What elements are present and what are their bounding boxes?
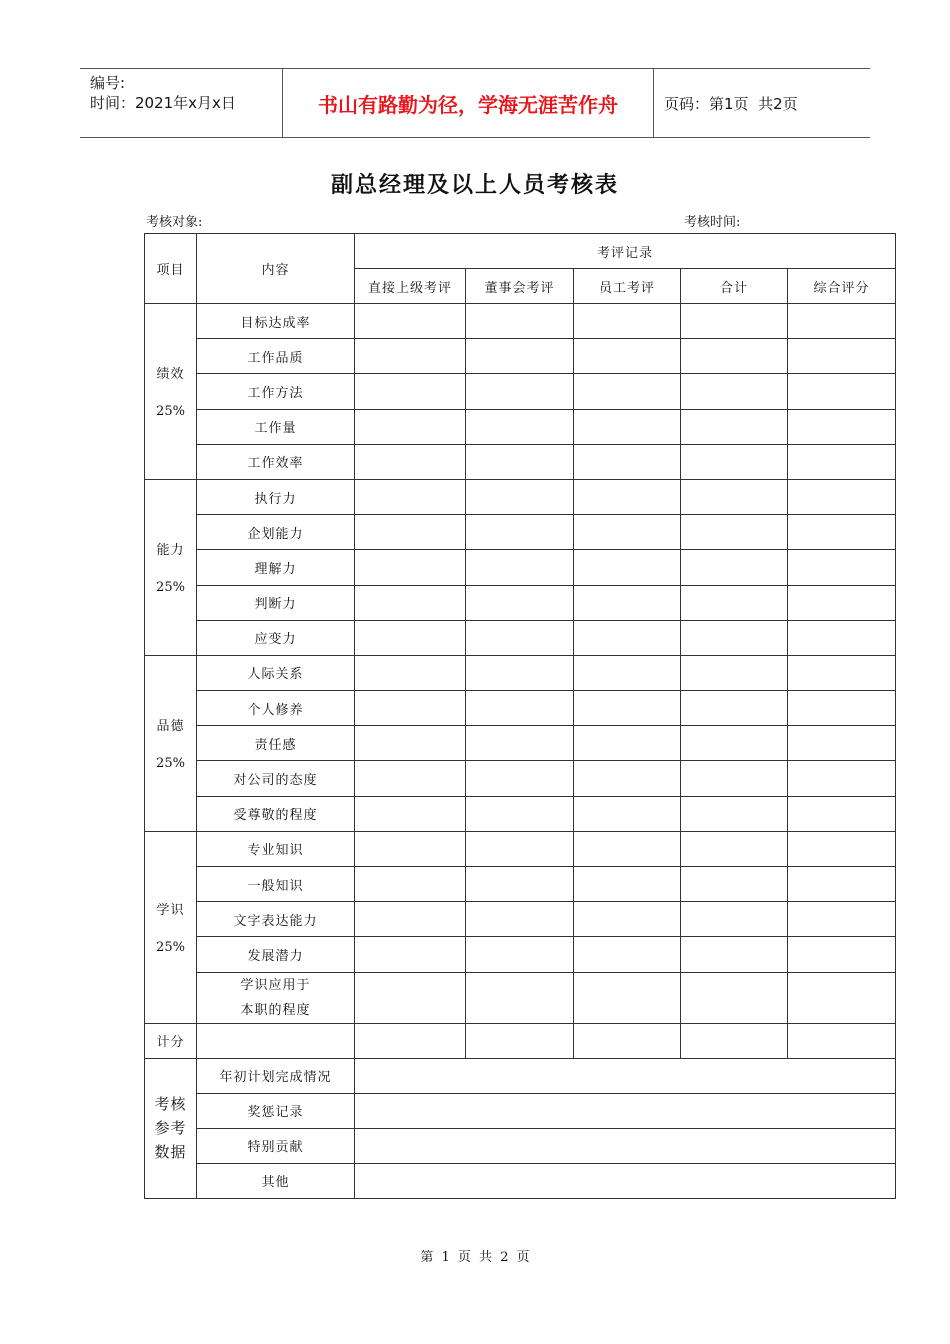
score-cell[interactable] [355,339,466,374]
score-cell[interactable] [466,479,574,514]
score-cell[interactable] [681,515,788,550]
score-cell[interactable] [466,655,574,690]
score-cell[interactable] [788,550,896,585]
score-cell[interactable] [681,444,788,479]
score-cell[interactable] [681,409,788,444]
col-header-content: 内容 [197,234,355,304]
item-label: 工作品质 [197,339,355,374]
score-cell[interactable] [355,972,466,1023]
item-label: 发展潜力 [197,937,355,972]
score-cell[interactable] [466,726,574,761]
score-cell[interactable] [788,585,896,620]
reference-value-cell[interactable] [355,1093,896,1128]
score-cell[interactable] [355,374,466,409]
item-label: 一般知识 [197,867,355,902]
score-cell[interactable] [681,902,788,937]
reference-row [145,1163,896,1198]
reference-label [145,1058,197,1198]
score-cell[interactable] [574,444,681,479]
score-cell[interactable] [681,726,788,761]
score-cell[interactable] [466,585,574,620]
item-label: 执行力 [197,479,355,514]
score-cell[interactable] [788,726,896,761]
item-label: 判断力 [197,585,355,620]
score-cell[interactable] [574,409,681,444]
table-row [145,796,896,831]
score-cell[interactable] [466,515,574,550]
score-cell[interactable] [355,550,466,585]
score-cell[interactable] [788,1023,896,1058]
col-header-supervisor: 直接上级考评 [355,269,466,304]
col-header-eval-record: 考评记录 [355,234,896,269]
score-cell[interactable] [788,339,896,374]
score-cell[interactable] [355,831,466,866]
item-label: 受尊敬的程度 [197,796,355,831]
item-label: 工作方法 [197,374,355,409]
table-row [145,655,896,690]
category-performance [145,304,197,480]
category-name: 绩效 [156,367,185,383]
score-cell[interactable] [788,620,896,655]
score-cell[interactable] [574,691,681,726]
item-label: 应变力 [197,620,355,655]
score-cell[interactable] [681,620,788,655]
score-cell[interactable] [466,304,574,339]
score-cell[interactable] [466,796,574,831]
document-number-label: 编号: [90,74,126,92]
score-cell[interactable] [466,937,574,972]
score-cell[interactable] [355,1023,466,1058]
category-weight: 25% [156,756,185,772]
score-cell[interactable] [355,655,466,690]
total-row [145,1023,896,1058]
score-cell[interactable] [574,867,681,902]
score-cell[interactable] [574,550,681,585]
score-cell[interactable] [681,867,788,902]
score-cell[interactable] [681,761,788,796]
assessment-table [144,233,896,1199]
score-cell[interactable] [788,831,896,866]
category-name: 能力 [156,543,185,559]
score-cell[interactable] [466,339,574,374]
reference-value-cell[interactable] [355,1058,896,1093]
col-header-item: 项目 [145,234,197,304]
table-row [145,339,896,374]
item-label: 文字表达能力 [197,902,355,937]
reference-label-line: 考核 [154,1095,187,1114]
score-cell[interactable] [355,796,466,831]
score-cell[interactable] [574,726,681,761]
table-row [145,444,896,479]
reference-item: 其他 [197,1163,355,1198]
table-row [145,479,896,514]
score-cell[interactable] [466,444,574,479]
score-cell[interactable] [466,972,574,1023]
score-cell[interactable] [466,691,574,726]
score-cell[interactable] [574,374,681,409]
assessment-time-label: 考核时间: [684,215,741,230]
score-cell[interactable] [681,304,788,339]
table-row [145,691,896,726]
score-cell[interactable] [681,972,788,1023]
score-cell[interactable] [355,479,466,514]
item-label: 工作效率 [197,444,355,479]
score-cell[interactable] [355,585,466,620]
page-footer [0,1246,950,1265]
subject-label: 考核对象: [146,215,203,230]
table-row [145,761,896,796]
item-label [197,972,355,1023]
item-label: 专业知识 [197,831,355,866]
col-header-employee: 员工考评 [574,269,681,304]
reference-value-cell[interactable] [355,1163,896,1198]
category-knowledge [145,831,197,1023]
score-cell[interactable] [466,374,574,409]
reference-value-cell[interactable] [355,1128,896,1163]
score-cell[interactable] [788,444,896,479]
score-cell[interactable] [788,479,896,514]
score-cell[interactable] [574,937,681,972]
footer-page-number: 第 1 页 共 2 页 [420,1250,530,1265]
score-cell[interactable] [466,1023,574,1058]
table-row [145,550,896,585]
score-cell[interactable] [466,867,574,902]
item-label: 对公司的态度 [197,761,355,796]
category-ability [145,479,197,655]
score-cell[interactable] [574,515,681,550]
table-row [145,726,896,761]
score-cell[interactable] [466,831,574,866]
table-row [145,374,896,409]
score-cell[interactable] [355,761,466,796]
document-time-label: 时间：2021年x月x日 [90,94,236,112]
reference-row [145,1058,896,1093]
score-cell[interactable] [574,479,681,514]
category-weight: 25% [156,580,185,596]
score-cell[interactable] [681,585,788,620]
score-cell[interactable] [681,339,788,374]
score-cell[interactable] [681,796,788,831]
score-cell[interactable] [466,902,574,937]
score-cell[interactable] [355,515,466,550]
score-cell[interactable] [355,444,466,479]
category-name: 品德 [156,719,185,735]
score-cell[interactable] [355,902,466,937]
item-label-line-1: 学识应用于 [240,977,311,993]
category-weight: 25% [156,940,185,956]
item-label: 人际关系 [197,655,355,690]
score-cell[interactable] [681,831,788,866]
score-cell[interactable] [574,831,681,866]
score-cell[interactable] [574,655,681,690]
score-cell[interactable] [788,796,896,831]
col-header-overall: 综合评分 [788,269,896,304]
item-label: 责任感 [197,726,355,761]
score-cell[interactable] [466,620,574,655]
score-cell[interactable] [574,902,681,937]
score-cell[interactable] [574,304,681,339]
item-label: 个人修养 [197,691,355,726]
total-cell[interactable] [197,1023,355,1058]
item-label: 理解力 [197,550,355,585]
table-row [145,585,896,620]
score-cell[interactable] [355,867,466,902]
reference-item: 奖惩记录 [197,1093,355,1128]
table-row [145,972,896,1023]
score-cell[interactable] [355,691,466,726]
score-cell[interactable] [466,761,574,796]
header-page-label: 页码：第1页 共2页 [664,94,798,113]
score-cell[interactable] [466,409,574,444]
table-row [145,937,896,972]
reference-label-line: 参考 [154,1119,187,1138]
score-cell[interactable] [788,972,896,1023]
score-cell[interactable] [681,374,788,409]
score-cell[interactable] [788,867,896,902]
header-motto: 书山有路勤为径，学海无涯苦作舟 [282,69,654,137]
category-weight: 25% [156,404,185,420]
header-info [80,69,282,137]
reference-label-line: 数据 [154,1143,187,1162]
score-cell[interactable] [681,550,788,585]
score-cell[interactable] [574,761,681,796]
score-cell[interactable] [681,655,788,690]
table-row [145,831,896,866]
table-row [145,902,896,937]
score-cell[interactable] [574,796,681,831]
category-morality [145,655,197,831]
score-cell[interactable] [681,479,788,514]
score-cell[interactable] [788,655,896,690]
score-cell[interactable] [788,937,896,972]
score-cell[interactable] [788,761,896,796]
score-cell[interactable] [355,620,466,655]
score-cell[interactable] [355,304,466,339]
item-label-line-2: 本职的程度 [240,1002,311,1018]
score-cell[interactable] [788,409,896,444]
total-label: 计分 [145,1023,197,1058]
score-cell[interactable] [788,902,896,937]
item-label: 工作量 [197,409,355,444]
category-name: 学识 [156,903,185,919]
item-label: 企划能力 [197,515,355,550]
score-cell[interactable] [574,1023,681,1058]
item-label: 目标达成率 [197,304,355,339]
score-cell[interactable] [574,585,681,620]
table-row [145,304,896,339]
score-cell[interactable] [355,726,466,761]
table-row [145,515,896,550]
col-header-sum: 合计 [681,269,788,304]
score-cell[interactable] [574,620,681,655]
table-row [145,409,896,444]
score-cell[interactable] [355,937,466,972]
document-header [80,68,870,138]
score-cell[interactable] [788,691,896,726]
header-page-info [654,69,870,137]
score-cell[interactable] [681,691,788,726]
score-cell[interactable] [466,550,574,585]
score-cell[interactable] [681,937,788,972]
score-cell[interactable] [681,1023,788,1058]
score-cell[interactable] [574,972,681,1023]
score-cell[interactable] [788,304,896,339]
reference-row [145,1128,896,1163]
reference-item: 特别贡献 [197,1128,355,1163]
score-cell[interactable] [788,374,896,409]
table-row [145,620,896,655]
score-cell[interactable] [574,339,681,374]
reference-row [145,1093,896,1128]
reference-item: 年初计划完成情况 [197,1058,355,1093]
score-cell[interactable] [355,409,466,444]
col-header-board: 董事会考评 [466,269,574,304]
header-row-1 [145,234,896,269]
table-row [145,867,896,902]
form-title: 副总经理及以上人员考核表 [330,173,619,198]
score-cell[interactable] [788,515,896,550]
